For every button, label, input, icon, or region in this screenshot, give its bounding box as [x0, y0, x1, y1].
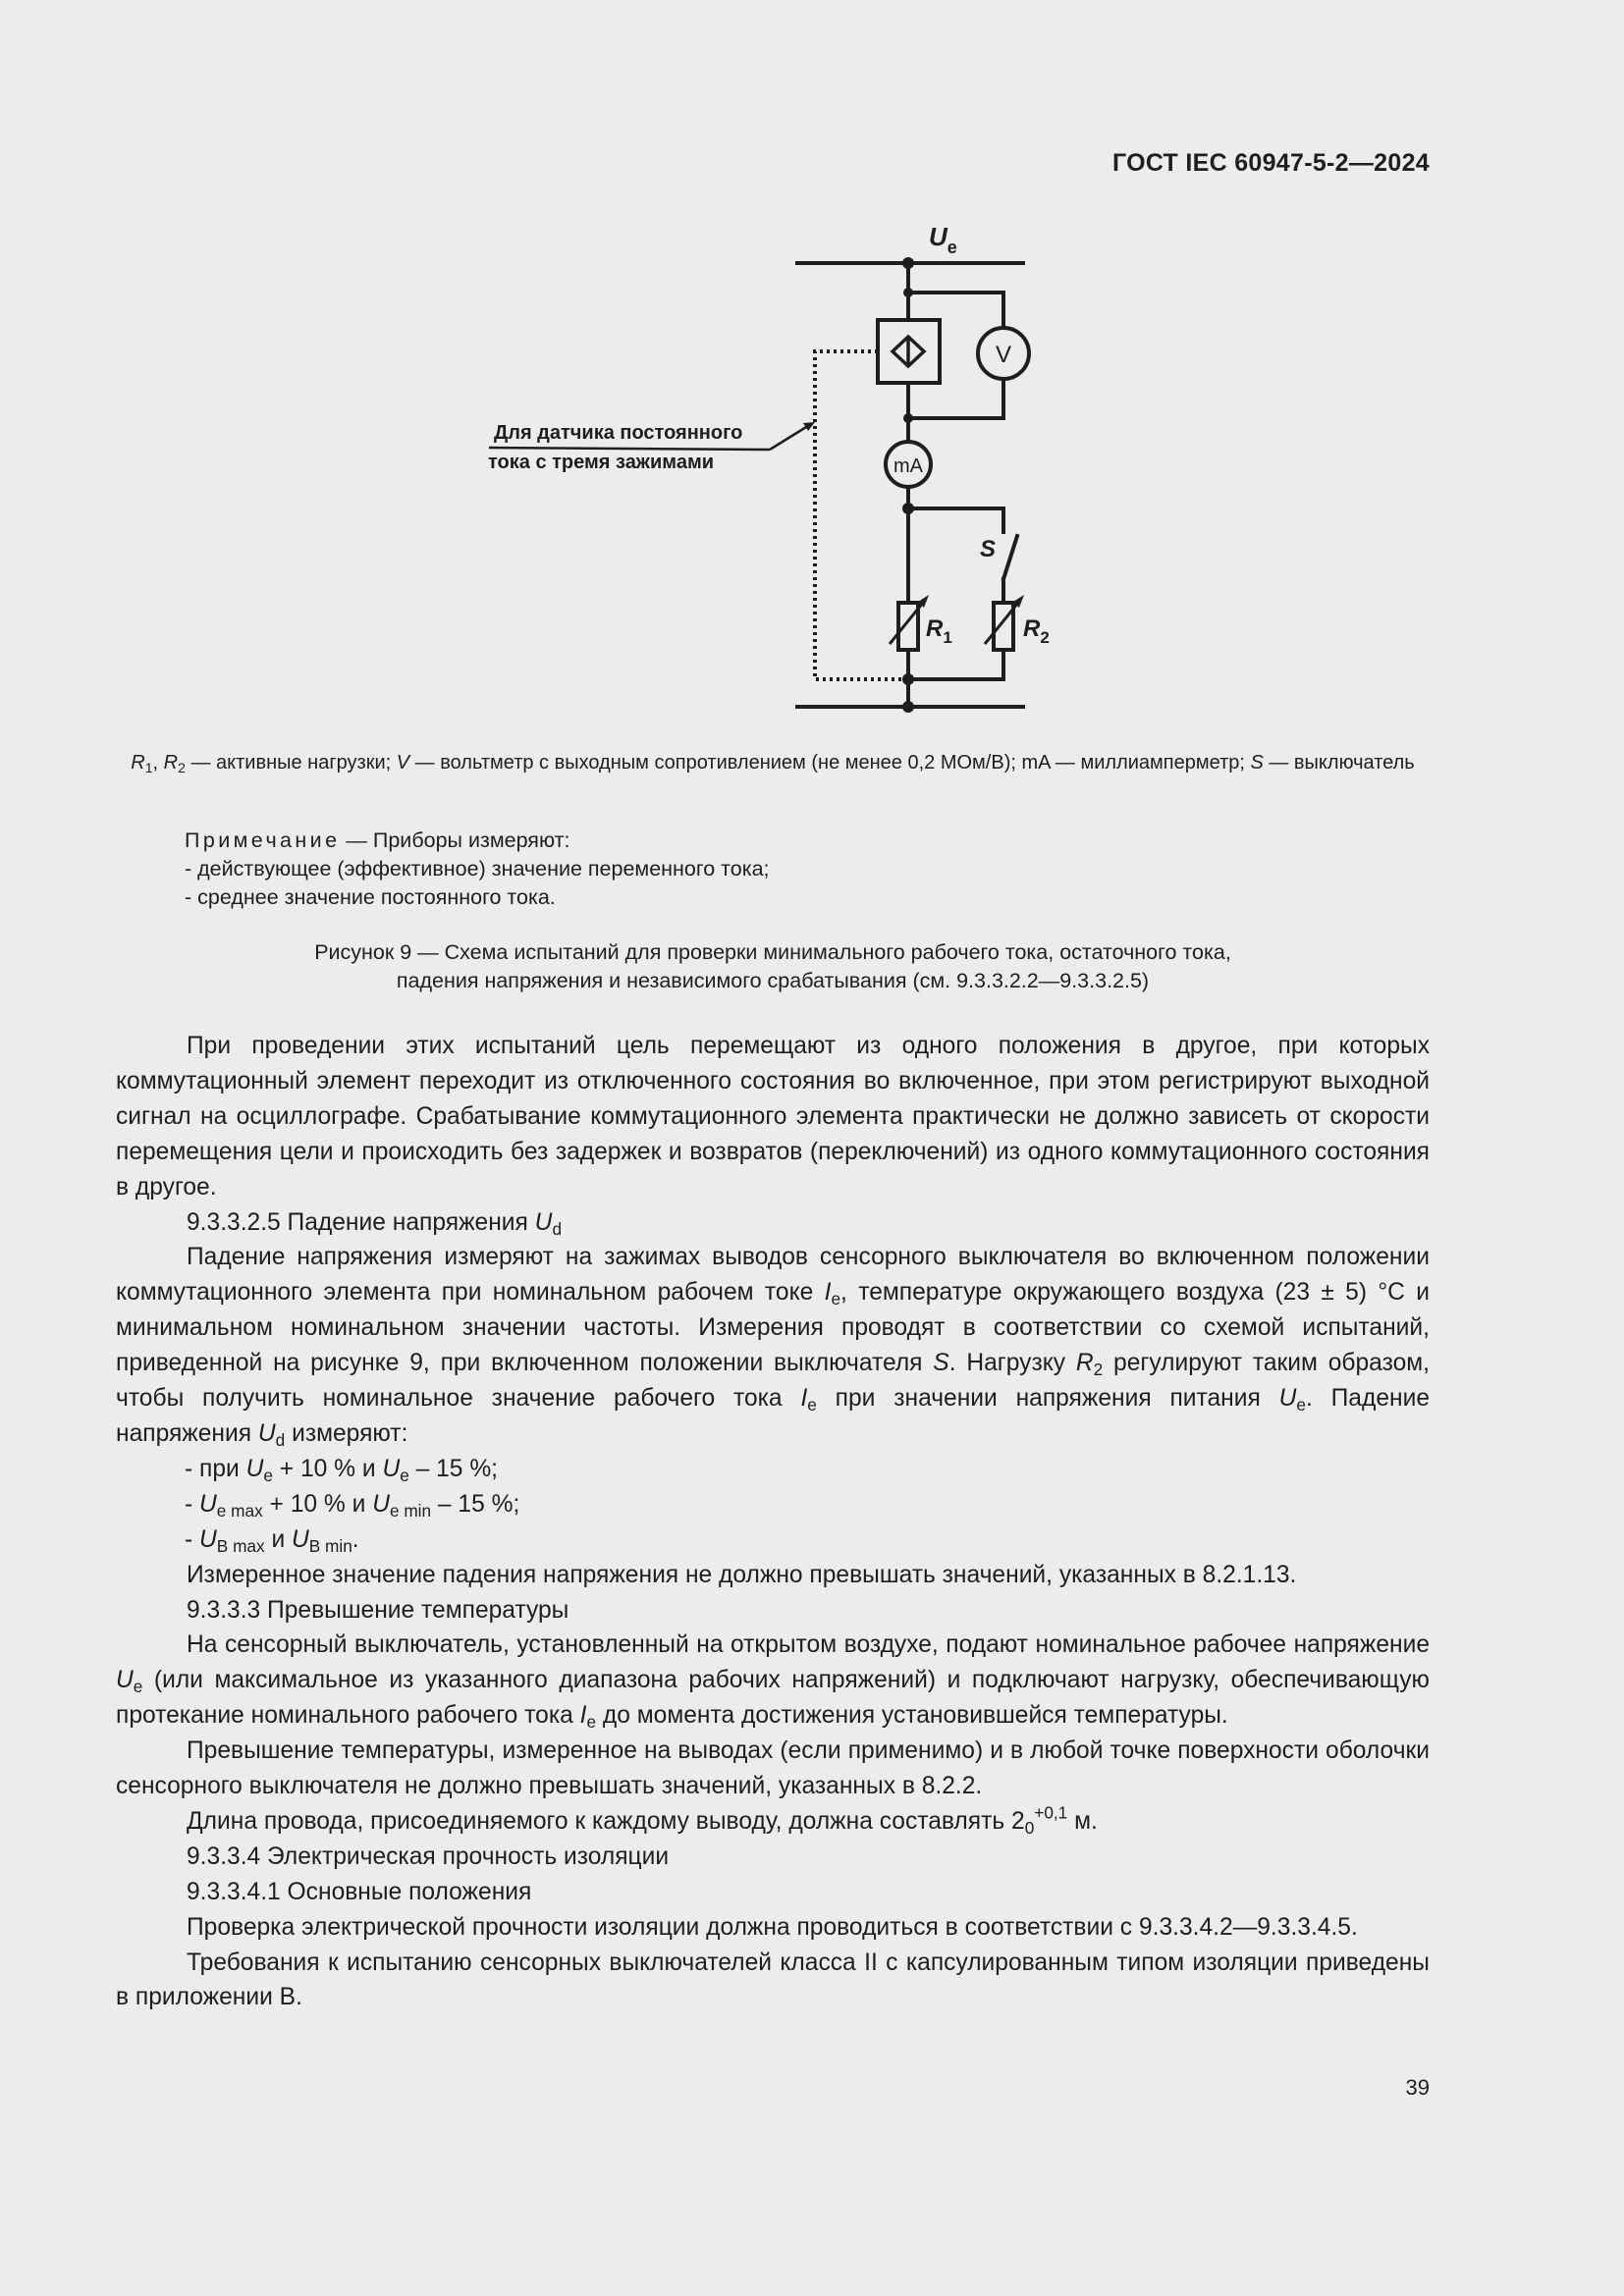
figure-legend: $R_1$, $R_2$ — активные нагрузки; V — вольтметр с выходным сопротивлением (не менее 0,2 МОм/В); mA — миллиамперметр; S — выключатель	[131, 752, 1415, 776]
section-heading: 9.3.3.4 Электрическая прочность изоляции	[187, 1842, 670, 1870]
label-ue: $U_e$	[929, 222, 957, 257]
list-item: - $U_{e max} + 10$ % и $U_{e min} - 15$ %;	[185, 1490, 520, 1521]
page-number: 39	[1405, 2075, 1430, 2100]
circuit-diagram	[0, 0, 1624, 746]
third-terminal-wire	[815, 351, 908, 679]
paragraph: Превышение температуры, измеренное на выводах (если применимо) и в любой точке поверхности оболочки сенсорного выключателя не должно превышать значений, указанных в 8.2.2.	[116, 1737, 1430, 1800]
svg-text:V: V	[995, 342, 1012, 368]
annotation-line1: Для датчика постоянного	[494, 422, 743, 444]
label-s: S	[980, 536, 997, 562]
note-item: - среднее значение постоянного тока.	[185, 885, 556, 909]
body-text	[116, 1029, 1430, 2015]
list-item: - при $U_e + 10$ % и $U_e - 15$ %;	[185, 1455, 499, 1486]
note-item: - действующее (эффективное) значение переменного тока;	[185, 857, 770, 881]
resistor-r1	[898, 603, 918, 650]
section-heading: 9.3.3.3 Превышение температуры	[187, 1596, 569, 1624]
label-r1: $R_1$	[926, 615, 952, 647]
figure-note: Примечание — Приборы измеряют: - действующее (эффективное) значение переменного тока; - среднее значение постоянного тока.	[185, 827, 770, 912]
section-heading: 9.3.3.4.1 Основные положения	[187, 1878, 532, 1905]
paragraph: Проверка электрической прочности изоляции должна проводиться в соответствии с 9.3.3.4.2—9.3.3.4.5.	[187, 1913, 1358, 1941]
note-title: Примечание	[185, 828, 341, 852]
label-r2: $R_2$	[1023, 615, 1050, 647]
paragraph: Длина провода, присоединяемого к каждому выводу, должна составлять $2_0^{+0,1}$ м.	[187, 1802, 1098, 1839]
svg-text:mA: mA	[893, 455, 923, 477]
list-item: - $U_{B max}$ и $U_{B min}$.	[185, 1525, 359, 1556]
section-heading: 9.3.3.2.5 Падение напряжения $U_d$	[187, 1208, 563, 1239]
standard-header: ГОСТ IEC 60947-5-2—2024	[1111, 149, 1430, 177]
paragraph: При проведении этих испытаний цель перемещают из одного положения в другое, при которых коммутационный элемент переходит из отключенного состояния во включенное, при этом регистрируют выходной сигнал на осциллографе. Срабатывание коммутационного элемента практически не должно зависеть от скорости перемещения цели и происходить без задержек и возвратов (переключений) из одного коммутационного состояния в другое.	[116, 1033, 1430, 1201]
paragraph: Падение напряжения измеряют на зажимах выводов сенсорного выключателя во включенном положении коммутационного элемента при номинальном рабочем токе $I_e$, температуре окружающего воздуха (23 ± 5) °С и минимальном номинальном значении частоты. Измерения проводят в соответствии со схемой испытаний, приведенной на рисунке 9, при включенном положении выключателя S. Нагрузку $R_2$ регулируют таким образом, чтобы получить номинальное значение рабочего тока $I_e$ при значении напряжения питания $U_e$. Падение напряжения $U_d$ измеряют:	[116, 1244, 1431, 1451]
paragraph: На сенсорный выключатель, установленный на открытом воздухе, подают номинальное рабочее напряжение $U_e$ (или максимальное из указанного диапазона рабочих напряжений) и подключают нагрузку, обеспечивающую протекание номинального рабочего тока $I_e$ до момента достижения установившейся температуры.	[116, 1631, 1430, 1733]
paragraph: Требования к испытанию сенсорных выключателей класса II с капсулированным типом изоляции приведены в приложении В.	[116, 1949, 1430, 2011]
annotation-line2: тока с тремя зажимами	[488, 452, 715, 473]
switch-s	[1003, 536, 1017, 579]
paragraph: Измеренное значение падения напряжения не должно превышать значений, указанных в 8.2.1.13.	[187, 1561, 1297, 1588]
figure-caption: Рисунок 9 — Схема испытаний для проверки минимального рабочего тока, остаточного тока, падения напряжения и независимого срабатывания (см. 9.3.3.2.2—9.3.3.2.5)	[314, 940, 1231, 992]
resistor-r2	[994, 603, 1013, 650]
